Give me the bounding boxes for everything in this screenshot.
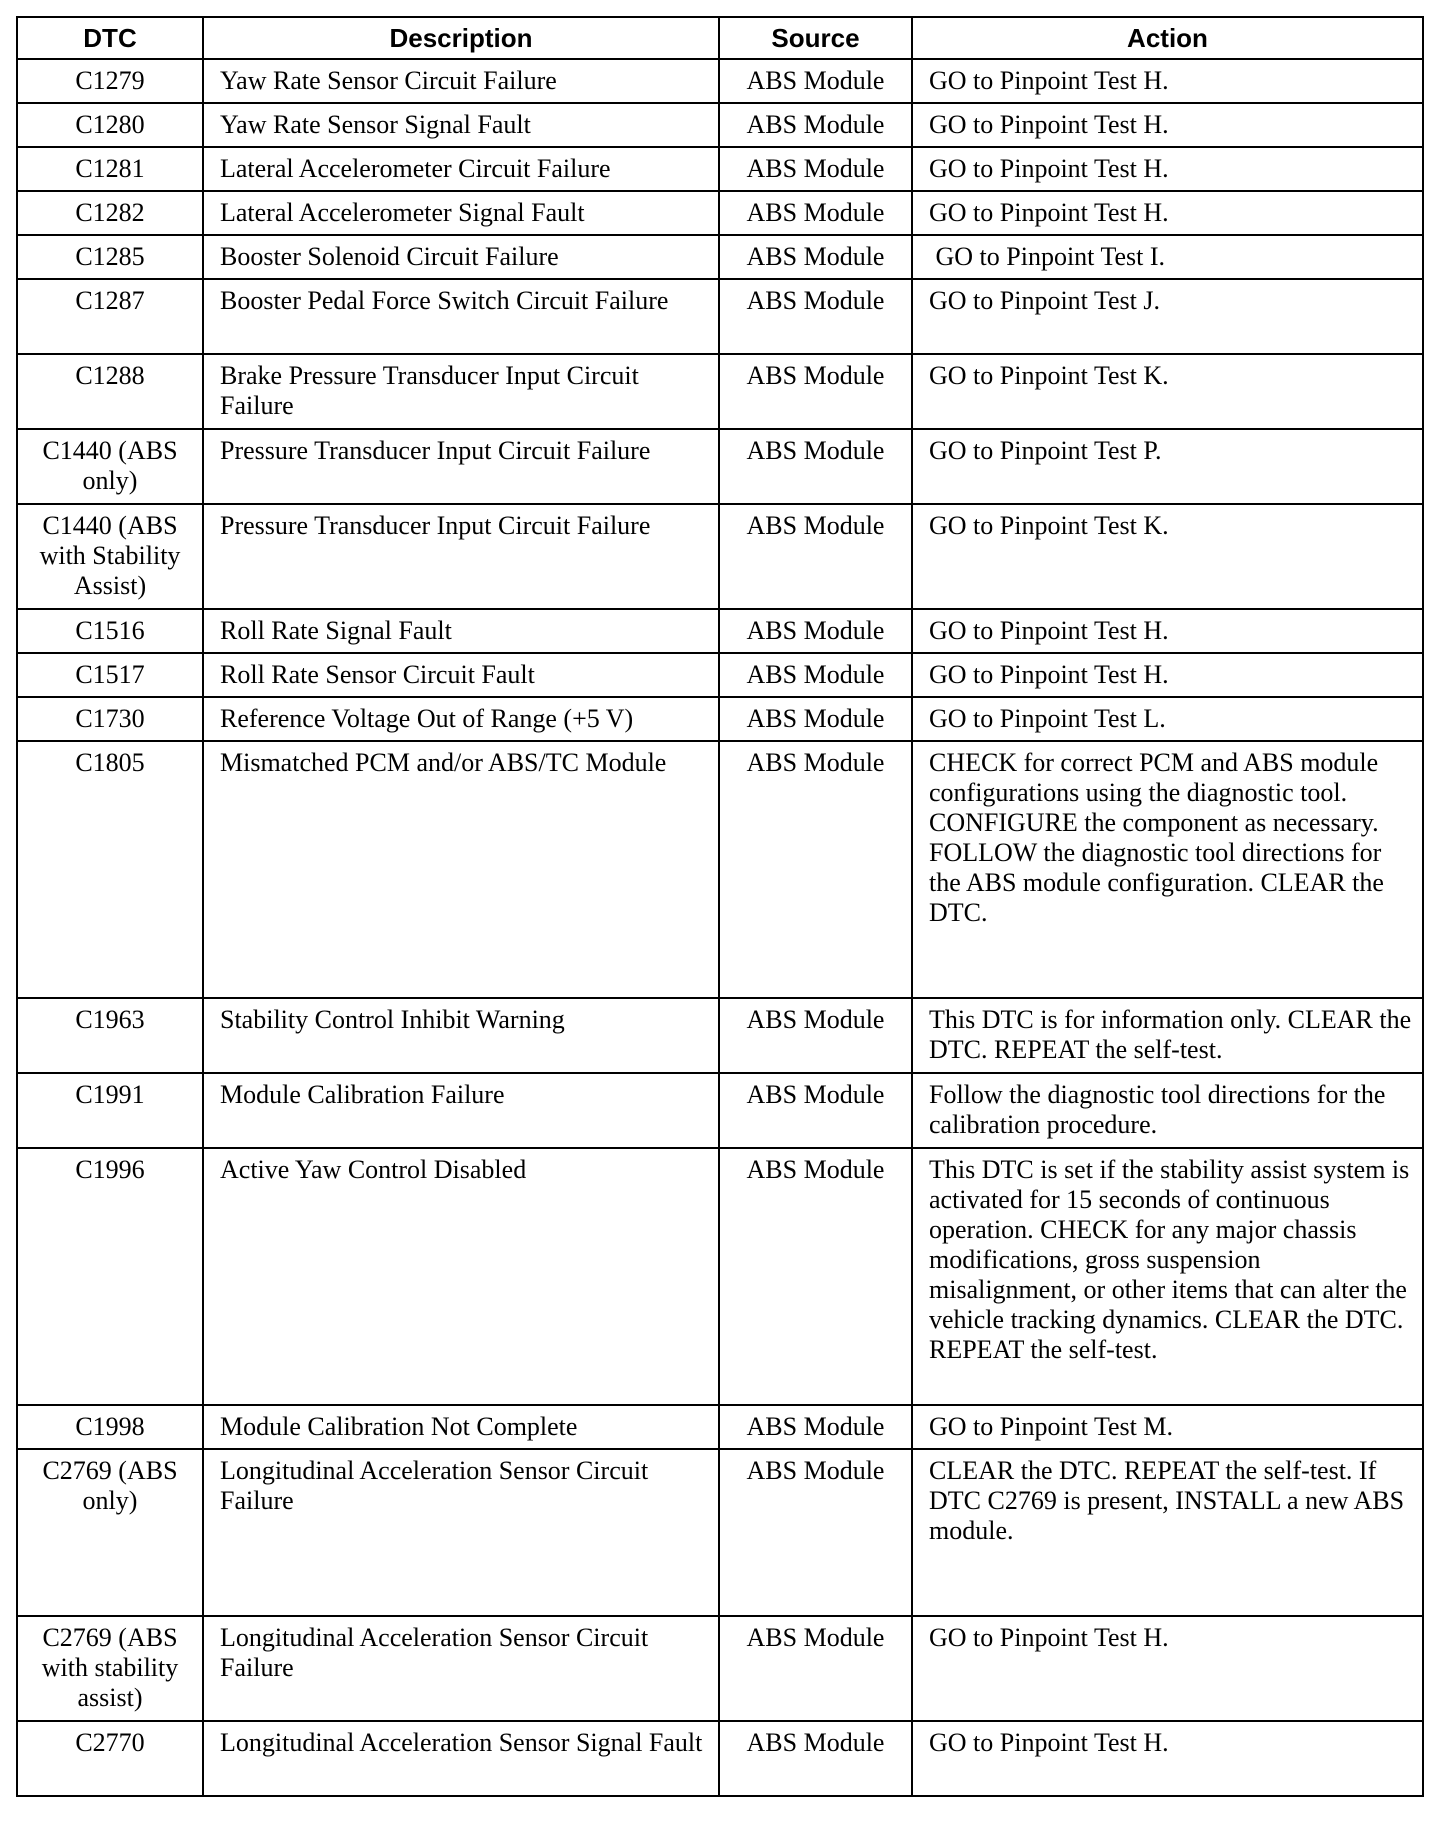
table-row (17, 653, 1423, 697)
source-cell: ABS Module (719, 741, 912, 998)
description-header: Description (203, 17, 719, 59)
table-row (17, 504, 1423, 609)
dtc-code: C1440 (ABS with Stability Assist) (17, 504, 203, 609)
description-cell: Module Calibration Not Complete (203, 1405, 719, 1449)
source-cell: ABS Module (719, 1405, 912, 1449)
dtc-code: C1279 (17, 59, 203, 103)
dtc-code: C1730 (17, 697, 203, 741)
dtc-header: DTC (17, 17, 203, 59)
table-row (17, 1405, 1423, 1449)
source-cell: ABS Module (719, 1721, 912, 1796)
dtc-code: C1963 (17, 998, 203, 1073)
dtc-table (16, 16, 1424, 1797)
table-row (17, 998, 1423, 1073)
source-cell: ABS Module (719, 998, 912, 1073)
source-cell: ABS Module (719, 504, 912, 609)
action-cell: GO to Pinpoint Test M. (912, 1405, 1423, 1449)
action-cell: This DTC is set if the stability assist system is activated for 15 seconds of continuous operation. CHECK for any major chassis modifications, gross suspension misalignment, or other items that can alter the vehicle tracking dynamics. CLEAR the DTC. REPEAT the self-test. (912, 1148, 1423, 1405)
description-cell: Roll Rate Signal Fault (203, 609, 719, 653)
dtc-code: C1440 (ABS only) (17, 429, 203, 504)
action-cell: GO to Pinpoint Test P. (912, 429, 1423, 504)
table-row (17, 235, 1423, 279)
dtc-code: C1517 (17, 653, 203, 697)
description-cell: Booster Solenoid Circuit Failure (203, 235, 719, 279)
source-cell: ABS Module (719, 235, 912, 279)
table-row (17, 147, 1423, 191)
action-cell: CLEAR the DTC. REPEAT the self-test. If DTC C2769 is present, INSTALL a new ABS module. (912, 1449, 1423, 1616)
action-cell: GO to Pinpoint Test J. (912, 279, 1423, 354)
dtc-code: C1805 (17, 741, 203, 998)
action-cell: GO to Pinpoint Test L. (912, 697, 1423, 741)
description-cell: Stability Control Inhibit Warning (203, 998, 719, 1073)
dtc-code: C2769 (ABS with stability assist) (17, 1616, 203, 1721)
description-cell: Longitudinal Acceleration Sensor Circuit Failure (203, 1616, 719, 1721)
source-cell: ABS Module (719, 279, 912, 354)
action-cell: GO to Pinpoint Test K. (912, 504, 1423, 609)
description-cell: Longitudinal Acceleration Sensor Circuit Failure (203, 1449, 719, 1616)
action-cell: GO to Pinpoint Test H. (912, 59, 1423, 103)
source-cell: ABS Module (719, 609, 912, 653)
description-cell: Roll Rate Sensor Circuit Fault (203, 653, 719, 697)
description-cell: Mismatched PCM and/or ABS/TC Module (203, 741, 719, 998)
source-cell: ABS Module (719, 1449, 912, 1616)
table-row (17, 1721, 1423, 1796)
dtc-code: C1281 (17, 147, 203, 191)
action-cell: GO to Pinpoint Test H. (912, 609, 1423, 653)
action-cell: CHECK for correct PCM and ABS module configurations using the diagnostic tool. CONFIGURE the component as necessary. FOLLOW the diagnostic tool directions for the ABS module configuration. CLEAR the DTC. (912, 741, 1423, 998)
source-cell: ABS Module (719, 1148, 912, 1405)
table-row (17, 279, 1423, 354)
table-row (17, 697, 1423, 741)
description-cell: Active Yaw Control Disabled (203, 1148, 719, 1405)
source-cell: ABS Module (719, 697, 912, 741)
header-row (17, 17, 1423, 59)
source-cell: ABS Module (719, 191, 912, 235)
source-header: Source (719, 17, 912, 59)
dtc-code: C1282 (17, 191, 203, 235)
table-row (17, 429, 1423, 504)
description-cell: Yaw Rate Sensor Signal Fault (203, 103, 719, 147)
dtc-code: C1287 (17, 279, 203, 354)
table-body (17, 59, 1423, 1796)
description-cell: Lateral Accelerometer Signal Fault (203, 191, 719, 235)
source-cell: ABS Module (719, 1073, 912, 1148)
dtc-code: C1516 (17, 609, 203, 653)
source-cell: ABS Module (719, 1616, 912, 1721)
action-cell: GO to Pinpoint Test H. (912, 191, 1423, 235)
table-row (17, 609, 1423, 653)
description-cell: Yaw Rate Sensor Circuit Failure (203, 59, 719, 103)
description-cell: Brake Pressure Transducer Input Circuit Failure (203, 354, 719, 429)
action-header: Action (912, 17, 1423, 59)
source-cell: ABS Module (719, 59, 912, 103)
action-cell: GO to Pinpoint Test K. (912, 354, 1423, 429)
source-cell: ABS Module (719, 354, 912, 429)
dtc-code: C1998 (17, 1405, 203, 1449)
dtc-code: C2770 (17, 1721, 203, 1796)
dtc-code: C2769 (ABS only) (17, 1449, 203, 1616)
table-row (17, 354, 1423, 429)
dtc-code: C1288 (17, 354, 203, 429)
source-cell: ABS Module (719, 429, 912, 504)
action-cell: GO to Pinpoint Test H. (912, 1616, 1423, 1721)
description-cell: Module Calibration Failure (203, 1073, 719, 1148)
table-row (17, 1148, 1423, 1405)
action-cell: Follow the diagnostic tool directions for the calibration procedure. (912, 1073, 1423, 1148)
dtc-code: C1280 (17, 103, 203, 147)
description-cell: Lateral Accelerometer Circuit Failure (203, 147, 719, 191)
action-cell: GO to Pinpoint Test I. (912, 235, 1423, 279)
table-row (17, 1073, 1423, 1148)
dtc-code: C1285 (17, 235, 203, 279)
description-cell: Reference Voltage Out of Range (+5 V) (203, 697, 719, 741)
table-row (17, 1616, 1423, 1721)
table-row (17, 59, 1423, 103)
action-cell: GO to Pinpoint Test H. (912, 147, 1423, 191)
table-row (17, 741, 1423, 998)
description-cell: Pressure Transducer Input Circuit Failure (203, 429, 719, 504)
dtc-code: C1996 (17, 1148, 203, 1405)
table-row (17, 103, 1423, 147)
description-cell: Booster Pedal Force Switch Circuit Failure (203, 279, 719, 354)
source-cell: ABS Module (719, 653, 912, 697)
action-cell: GO to Pinpoint Test H. (912, 653, 1423, 697)
source-cell: ABS Module (719, 147, 912, 191)
dtc-code: C1991 (17, 1073, 203, 1148)
action-cell: GO to Pinpoint Test H. (912, 1721, 1423, 1796)
description-cell: Longitudinal Acceleration Sensor Signal Fault (203, 1721, 719, 1796)
action-cell: GO to Pinpoint Test H. (912, 103, 1423, 147)
action-cell: This DTC is for information only. CLEAR the DTC. REPEAT the self-test. (912, 998, 1423, 1073)
description-cell: Pressure Transducer Input Circuit Failure (203, 504, 719, 609)
source-cell: ABS Module (719, 103, 912, 147)
table-row (17, 191, 1423, 235)
table-row (17, 1449, 1423, 1616)
